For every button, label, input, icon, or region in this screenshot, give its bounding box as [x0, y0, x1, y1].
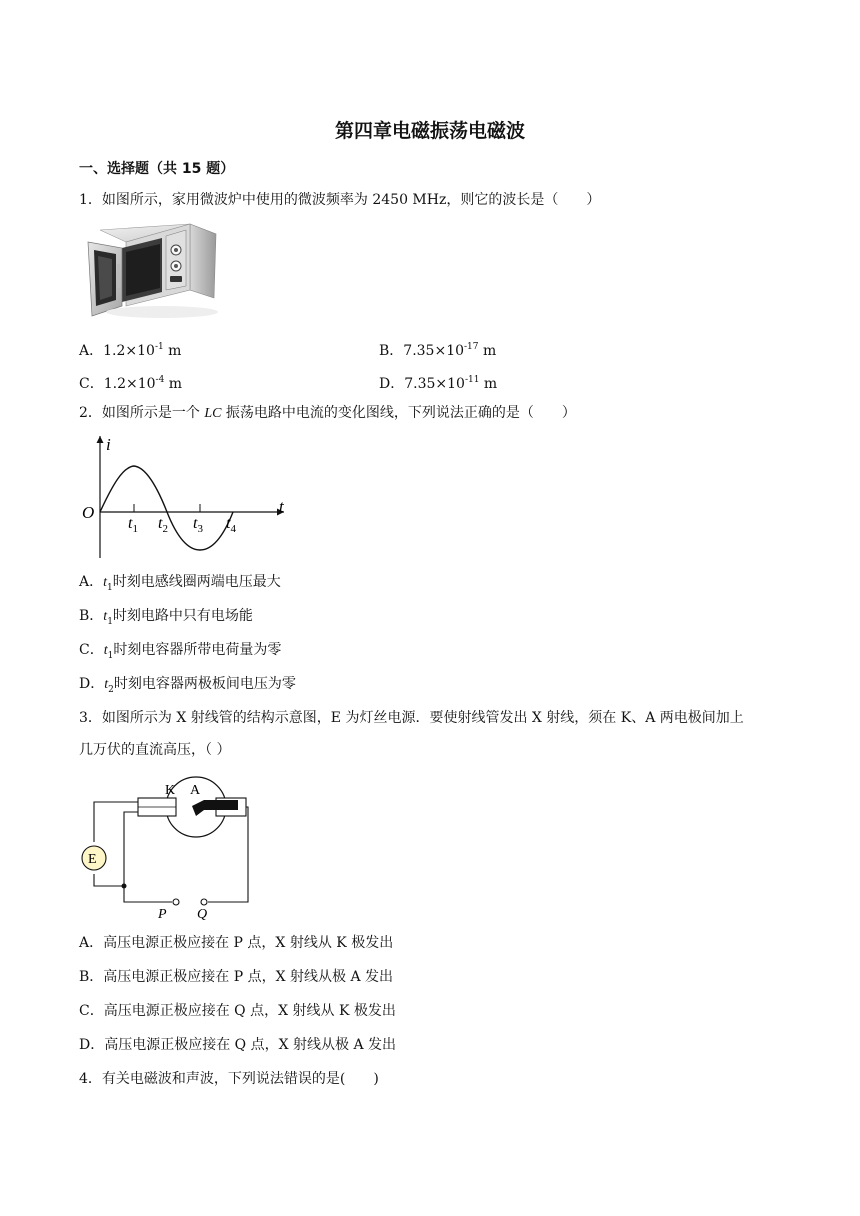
- option-letter: A．: [79, 574, 104, 590]
- y-axis-label: i: [106, 435, 111, 454]
- cathode-wire: [124, 812, 172, 902]
- terminal-p: [173, 899, 179, 905]
- source-label: E: [88, 852, 97, 867]
- q2-stem-suffix: 振荡电路中电流的变化图线，下列说法正确的是（ ）: [221, 405, 576, 421]
- q2-option-d[interactable]: [79, 675, 296, 699]
- origin-label: O: [82, 503, 95, 522]
- q1-stem: 1．如图所示，家用微波炉中使用的微波频率为 2450 MHz，则它的波长是（ ）: [79, 192, 601, 208]
- option-unit: m: [163, 343, 182, 359]
- microwave-oven-image: [82, 220, 224, 324]
- q2-stem-italic: LC: [204, 406, 222, 421]
- filament-wire-top: [94, 802, 138, 842]
- current-curve: [100, 466, 233, 550]
- q1-option-d[interactable]: [379, 371, 497, 393]
- option-unit: m: [479, 376, 498, 392]
- filament-wire-bottom: [94, 874, 124, 886]
- q3-option-c[interactable]: C．高压电源正极应接在 Q 点，X 射线从 K 极发出: [79, 1003, 396, 1019]
- q3-stem-line2: 几万伏的直流高压，（ ）: [79, 742, 231, 758]
- option-letter: B．: [79, 608, 104, 624]
- option-unit: m: [164, 376, 183, 392]
- terminal-p-label: P: [158, 907, 167, 922]
- option-var: t: [103, 609, 108, 624]
- option-mantissa: 1.2×10: [103, 343, 155, 359]
- option-letter: C．: [79, 376, 104, 392]
- option-letter: A．: [79, 343, 104, 359]
- option-unit: m: [478, 343, 497, 359]
- q2-option-a[interactable]: [79, 573, 281, 597]
- option-letter: B．: [379, 343, 404, 359]
- option-sub: 2: [108, 684, 114, 695]
- option-text: 时刻电容器两极板间电压为零: [113, 676, 296, 692]
- junction-dot: [122, 884, 127, 889]
- option-sub: 1: [107, 582, 113, 593]
- option-mantissa: 1.2×10: [103, 376, 156, 392]
- lc-current-graph: [78, 432, 292, 562]
- q1-option-c[interactable]: [79, 371, 182, 393]
- option-sub: 1: [107, 616, 113, 627]
- q3-option-a[interactable]: A．高压电源正极应接在 P 点，X 射线从 K 极发出: [79, 935, 394, 951]
- q1-option-a[interactable]: [79, 338, 181, 360]
- q2-option-c[interactable]: [79, 641, 281, 665]
- section-heading: 一、选择题（共 15 题）: [79, 161, 235, 177]
- anode-label: A: [190, 783, 201, 798]
- q2-stem: [79, 404, 576, 423]
- option-exponent: -17: [464, 342, 479, 352]
- option-sub: 1: [107, 650, 114, 661]
- page-title: 第四章电磁振荡电磁波: [334, 120, 525, 142]
- terminal-q: [201, 899, 207, 905]
- option-mantissa: 7.35×10: [404, 376, 465, 392]
- tick-label-t4: $t_4$: [226, 515, 236, 535]
- option-var: t: [103, 643, 108, 658]
- option-var: t: [104, 677, 109, 692]
- option-exponent: -1: [154, 342, 164, 352]
- q3-option-d[interactable]: D．高压电源正极应接在 Q 点，X 射线从极 A 发出: [79, 1037, 397, 1053]
- q3-stem-line1: 3．如图所示为 X 射线管的结构示意图，E 为灯丝电源．要使射线管发出 X 射线，须在 K、A 两电极间加上: [79, 710, 744, 726]
- option-exponent: -4: [155, 375, 165, 385]
- option-letter: D．: [379, 376, 405, 392]
- q3-option-b[interactable]: B．高压电源正极应接在 P 点，X 射线从极 A 发出: [79, 969, 394, 985]
- q4-stem: 4．有关电磁波和声波，下列说法错误的是( ): [79, 1071, 379, 1087]
- tick-label-t1: $t_1$: [128, 515, 138, 535]
- x-axis-label: t: [279, 497, 284, 516]
- q1-option-b[interactable]: [379, 338, 496, 360]
- option-text: 时刻电路中只有电场能: [112, 608, 253, 624]
- option-letter: C．: [79, 642, 104, 658]
- option-text: 时刻电容器所带电荷量为零: [113, 642, 282, 658]
- option-text: 时刻电感线圈两端电压最大: [112, 574, 281, 590]
- tick-label-t3: $t_3$: [193, 515, 203, 535]
- cathode-label: K: [165, 783, 176, 798]
- option-letter: D．: [79, 676, 105, 692]
- x-ray-tube-diagram: [76, 770, 256, 922]
- tick-label-t2: $t_2$: [158, 515, 168, 535]
- terminal-q-label: Q: [197, 907, 208, 922]
- option-var: t: [103, 575, 108, 590]
- option-mantissa: 7.35×10: [403, 343, 465, 359]
- q2-option-b[interactable]: [79, 607, 253, 631]
- option-exponent: -11: [464, 375, 480, 385]
- q2-stem-prefix: 2．如图所示是一个: [79, 405, 205, 421]
